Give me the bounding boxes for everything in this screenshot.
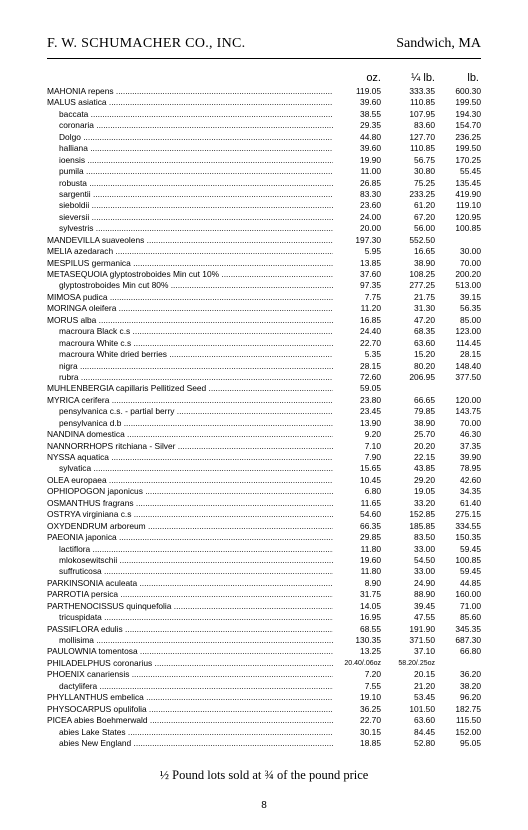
- price-oz: 30.15: [360, 726, 381, 737]
- price-quarter-lb: 19.05: [414, 486, 435, 497]
- plant-name: suffruticosa .....: [59, 566, 333, 577]
- price-lb: 59.45: [460, 566, 481, 577]
- plant-name: PARKINSONIA aculeata .....: [47, 578, 333, 589]
- price-oz: 13.90: [360, 417, 381, 428]
- plant-name: sieboldii .....: [59, 200, 333, 211]
- price-lb: 160.00: [455, 589, 481, 600]
- price-lb: 39.90: [460, 452, 481, 462]
- price-lb: 119.10: [456, 200, 481, 211]
- price-lb: 182.75: [455, 703, 481, 714]
- table-row: [47, 612, 481, 623]
- price-lb: 123.00: [455, 326, 481, 337]
- plant-name: sargentii .....: [59, 189, 333, 200]
- table-row: [47, 109, 481, 120]
- price-quarter-lb: 58.20/.25oz: [398, 659, 435, 667]
- price-quarter-lb: 38.90: [414, 417, 435, 428]
- column-header-oz: oz.: [366, 72, 381, 84]
- price-lb: 148.40: [455, 360, 481, 371]
- plant-name: macroura White dried berries .....: [59, 349, 333, 360]
- price-lb: 55.45: [460, 166, 481, 177]
- table-row: [47, 120, 481, 131]
- price-lb: 152.00: [455, 726, 481, 737]
- table-row: [47, 532, 481, 543]
- price-lb: 28.15: [460, 349, 481, 360]
- table-row: [47, 669, 481, 680]
- price-quarter-lb: 47.20: [414, 314, 435, 325]
- table-row: [47, 418, 481, 429]
- column-header-lb: lb.: [467, 72, 479, 84]
- price-oz: 20.40/.06oz: [344, 659, 381, 667]
- plant-name: tricuspidata .....: [59, 612, 333, 623]
- price-lb: 419.90: [455, 188, 481, 199]
- price-oz: 29.35: [360, 120, 381, 131]
- plant-name: PAEONIA japonica .....: [47, 532, 333, 543]
- price-oz: 197.30: [355, 234, 381, 245]
- table-row: [47, 681, 481, 692]
- plant-name: MIMOSA pudica .....: [47, 292, 333, 303]
- price-oz: 23.80: [360, 394, 381, 405]
- price-quarter-lb: 20.20: [414, 440, 435, 451]
- price-oz: 130.35: [355, 635, 381, 645]
- plant-name: PAULOWNIA tomentosa .....: [47, 646, 333, 657]
- price-oz: 11.80: [360, 543, 381, 554]
- price-lb: 70.00: [460, 257, 481, 268]
- price-quarter-lb: 206.95: [409, 371, 435, 382]
- price-quarter-lb: 127.70: [409, 131, 435, 142]
- table-row: [47, 280, 481, 291]
- price-oz: 8.90: [364, 577, 381, 588]
- table-row: [47, 155, 481, 166]
- price-quarter-lb: 83.60: [414, 120, 435, 131]
- price-quarter-lb: 22.15: [414, 452, 435, 462]
- price-lb: 154.70: [455, 120, 481, 131]
- table-row: [47, 463, 481, 474]
- plant-name: rubra .....: [59, 372, 333, 383]
- table-row: [47, 338, 481, 349]
- company-name: F. W. SCHUMACHER CO., INC.: [47, 36, 246, 51]
- plant-name: MAHONIA repens .....: [47, 86, 333, 97]
- price-quarter-lb: 66.65: [414, 394, 435, 405]
- price-lb: 38.20: [460, 680, 481, 691]
- table-row: [47, 143, 481, 154]
- price-oz: 83.30: [360, 188, 381, 199]
- table-row: [47, 383, 481, 394]
- price-quarter-lb: 53.45: [414, 692, 435, 703]
- price-oz: 28.15: [360, 360, 381, 371]
- price-lb: 334.55: [455, 520, 481, 531]
- price-lb: 96.20: [460, 692, 481, 703]
- price-quarter-lb: 47.55: [414, 612, 435, 623]
- footer-note: ½ Pound lots sold at ¾ of the pound price: [159, 768, 369, 782]
- price-oz: 19.10: [360, 692, 381, 703]
- price-lb: 42.60: [460, 474, 481, 485]
- table-row: [47, 406, 481, 417]
- price-oz: 7.10: [364, 440, 381, 451]
- price-quarter-lb: 80.20: [414, 360, 435, 371]
- price-oz: 13.85: [360, 257, 381, 268]
- price-quarter-lb: 63.60: [414, 715, 435, 726]
- table-row: [47, 635, 481, 646]
- price-quarter-lb: 21.20: [414, 680, 435, 691]
- price-quarter-lb: 43.85: [414, 463, 435, 474]
- plant-name: PARTHENOCISSUS quinquefolia .....: [47, 601, 333, 612]
- price-lb: 34.35: [460, 486, 481, 497]
- price-oz: 7.75: [364, 291, 381, 302]
- price-quarter-lb: 33.00: [414, 566, 435, 577]
- price-lb: 275.15: [455, 509, 481, 520]
- table-row: [47, 326, 481, 337]
- plant-name: OSMANTHUS fragrans .....: [47, 498, 333, 509]
- price-lb: 377.50: [455, 371, 481, 382]
- plant-name: MORUS alba .....: [47, 315, 333, 326]
- price-quarter-lb: 552.50: [409, 234, 435, 245]
- price-lb: 78.95: [460, 463, 481, 474]
- price-lb: 150.35: [455, 532, 481, 543]
- plant-name: baccata .....: [59, 109, 333, 120]
- table-row: [47, 727, 481, 738]
- price-oz: 5.35: [364, 349, 381, 360]
- plant-name: OXYDENDRUM arboreum .....: [47, 521, 333, 532]
- plant-name: sylvestris .....: [59, 223, 333, 234]
- price-oz: 20.00: [360, 223, 381, 234]
- price-quarter-lb: 233.25: [409, 188, 435, 199]
- table-row: [47, 361, 481, 372]
- plant-name: robusta .....: [59, 178, 333, 189]
- price-lb: 199.50: [455, 97, 481, 108]
- table-row: [47, 738, 481, 749]
- price-quarter-lb: 15.20: [414, 349, 435, 360]
- table-row: [47, 178, 481, 189]
- price-oz: 14.05: [360, 600, 381, 611]
- price-lb: 143.75: [455, 406, 481, 417]
- price-quarter-lb: 52.80: [414, 737, 435, 748]
- table-row: [47, 521, 481, 532]
- price-oz: 26.85: [360, 177, 381, 188]
- price-oz: 16.85: [360, 314, 381, 325]
- plant-name: coronaria .....: [59, 120, 333, 131]
- table-row: [47, 692, 481, 703]
- table-row: [47, 292, 481, 303]
- table-row: [47, 429, 481, 440]
- price-oz: 10.45: [360, 474, 381, 485]
- price-oz: 5.95: [364, 246, 381, 257]
- price-quarter-lb: 79.85: [414, 406, 435, 417]
- table-row: [47, 498, 481, 509]
- price-quarter-lb: 101.50: [409, 703, 435, 714]
- price-quarter-lb: 37.10: [414, 646, 435, 657]
- price-oz: 7.20: [364, 669, 381, 680]
- price-lb: 115.50: [456, 715, 481, 726]
- table-row: [47, 452, 481, 463]
- price-oz: 11.80: [360, 566, 381, 577]
- plant-name: pensylvanica d.b .....: [59, 418, 333, 429]
- plant-name: NANDINA domestica .....: [47, 429, 333, 440]
- table-row: [47, 646, 481, 657]
- price-oz: 119.05: [356, 86, 381, 96]
- price-lb: 61.40: [460, 497, 481, 508]
- plant-name: MORINGA oleifera .....: [47, 303, 333, 314]
- price-lb: 170.25: [455, 154, 481, 165]
- price-lb: 513.00: [455, 280, 481, 291]
- price-lb: 199.50: [455, 143, 481, 154]
- price-quarter-lb: 56.75: [414, 154, 435, 165]
- table-row: [47, 704, 481, 715]
- price-quarter-lb: 56.00: [414, 223, 435, 234]
- price-quarter-lb: 30.80: [414, 166, 435, 177]
- price-quarter-lb: 152.85: [409, 509, 435, 520]
- price-lb: 120.95: [455, 211, 481, 222]
- price-lb: 66.80: [460, 646, 481, 657]
- plant-name: ioensis .....: [59, 155, 333, 166]
- price-quarter-lb: 185.85: [409, 520, 435, 531]
- plant-name: MELIA azedarach .....: [47, 246, 333, 257]
- column-header-quarter-lb: ¼ lb.: [411, 72, 435, 84]
- table-row: [47, 258, 481, 269]
- price-quarter-lb: 333.35: [409, 86, 435, 96]
- price-quarter-lb: 110.85: [410, 143, 435, 154]
- plant-name: PHYLLANTHUS embelica .....: [47, 692, 333, 703]
- price-oz: 97.35: [360, 280, 381, 291]
- page-header: [47, 36, 481, 59]
- plant-name: PARROTIA persica .....: [47, 589, 333, 600]
- plant-name: macroura White c.s .....: [59, 338, 333, 349]
- table-row: [47, 235, 481, 246]
- price-quarter-lb: 38.90: [414, 257, 435, 268]
- plant-name: pumila .....: [59, 166, 333, 177]
- table-row: [47, 578, 481, 589]
- table-row: [47, 166, 481, 177]
- plant-name: sieversii .....: [59, 212, 333, 223]
- price-quarter-lb: 277.25: [409, 280, 435, 291]
- table-row: [47, 132, 481, 143]
- price-oz: 16.95: [360, 612, 381, 623]
- price-oz: 9.20: [364, 429, 381, 440]
- price-lb: 39.15: [460, 291, 481, 302]
- price-oz: 39.60: [360, 143, 381, 154]
- price-oz: 37.60: [360, 269, 381, 279]
- price-oz: 11.65: [360, 497, 381, 508]
- price-lb: 59.45: [460, 543, 481, 554]
- price-oz: 15.65: [360, 463, 381, 474]
- plant-name: sylvatica .....: [59, 463, 333, 474]
- table-row: [47, 269, 481, 280]
- price-lb: 200.20: [455, 269, 481, 279]
- plant-name: MALUS asiatica .....: [47, 97, 333, 108]
- plant-name: abies Lake States .....: [59, 727, 333, 738]
- price-lb: 135.45: [455, 177, 481, 188]
- price-oz: 24.40: [360, 326, 381, 337]
- plant-name: METASEQUOIA glyptostroboides Min cut 10% .....: [47, 269, 333, 280]
- price-oz: 18.85: [360, 737, 381, 748]
- company-location: Sandwich, MA: [396, 36, 481, 51]
- plant-name: pensylvanica c.s. - partial berry .....: [59, 406, 333, 417]
- price-lb: 85.00: [460, 314, 481, 325]
- price-oz: 13.25: [360, 646, 381, 657]
- table-row: [47, 189, 481, 200]
- price-oz: 36.25: [360, 703, 381, 714]
- price-oz: 29.85: [360, 532, 381, 543]
- plant-name: glyptostroboides Min cut 80% .....: [59, 280, 333, 291]
- price-quarter-lb: 54.50: [414, 554, 435, 565]
- plant-name: PHOENIX canariensis .....: [47, 669, 333, 680]
- price-quarter-lb: 20.15: [414, 669, 435, 680]
- price-quarter-lb: 84.45: [414, 726, 435, 737]
- plant-name: PHYSOCARPUS opulifolia .....: [47, 704, 333, 715]
- table-row: [47, 589, 481, 600]
- price-oz: 11.20: [360, 303, 381, 314]
- price-quarter-lb: 108.25: [409, 269, 435, 279]
- table-row: [47, 349, 481, 360]
- plant-name: MESPILUS germanica .....: [47, 258, 333, 269]
- price-oz: 7.90: [364, 452, 381, 462]
- plant-name: PICEA abies Boehmerwald .....: [47, 715, 333, 726]
- table-row: [47, 303, 481, 314]
- table-row: [47, 658, 481, 669]
- plant-name: nigra .....: [59, 361, 333, 372]
- price-quarter-lb: 67.20: [414, 211, 435, 222]
- plant-name: MYRICA cerifera .....: [47, 395, 333, 406]
- price-oz: 22.70: [360, 337, 381, 348]
- price-lb: 95.05: [460, 737, 481, 748]
- price-oz: 59.05: [360, 383, 381, 394]
- price-lb: 46.30: [460, 429, 481, 440]
- price-lb: 100.85: [455, 554, 481, 565]
- price-quarter-lb: 107.95: [409, 108, 435, 119]
- plant-name: abies New England .....: [59, 738, 333, 749]
- plant-name: lactiflora .....: [59, 544, 333, 555]
- table-row: [47, 212, 481, 223]
- price-lb: 37.35: [460, 440, 481, 451]
- price-oz: 19.90: [360, 154, 381, 165]
- price-quarter-lb: 75.25: [414, 177, 435, 188]
- table-row: [47, 566, 481, 577]
- table-row: [47, 544, 481, 555]
- price-lb: 236.25: [455, 131, 481, 142]
- price-quarter-lb: 33.00: [414, 543, 435, 554]
- price-lb: 56.35: [460, 303, 481, 314]
- table-row: [47, 200, 481, 211]
- table-row: [47, 624, 481, 635]
- table-row: [47, 475, 481, 486]
- price-lb: 600.30: [455, 86, 481, 96]
- table-row: [47, 97, 481, 108]
- price-quarter-lb: 191.90: [409, 623, 435, 634]
- price-oz: 72.60: [360, 371, 381, 382]
- price-oz: 7.55: [364, 680, 381, 691]
- price-oz: 19.60: [360, 554, 381, 565]
- table-row: [47, 315, 481, 326]
- price-lb: 114.45: [456, 337, 481, 348]
- plant-name: MUHLENBERGIA capillaris Pellitized Seed .....: [47, 383, 333, 394]
- price-quarter-lb: 371.50: [409, 635, 435, 645]
- price-oz: 38.55: [360, 108, 381, 119]
- table-row: [47, 441, 481, 452]
- table-row: [47, 509, 481, 520]
- plant-name: OPHIOPOGON japonicus .....: [47, 486, 333, 497]
- plant-name: mlokosewitschii .....: [59, 555, 333, 566]
- plant-name: halliana .....: [59, 143, 333, 154]
- plant-name: PHILADELPHUS coronarius .....: [47, 658, 333, 669]
- price-oz: 54.60: [360, 509, 381, 520]
- price-quarter-lb: 61.20: [414, 200, 435, 211]
- price-oz: 39.60: [360, 97, 381, 108]
- table-row: [47, 486, 481, 497]
- price-quarter-lb: 83.50: [414, 532, 435, 543]
- price-oz: 68.55: [360, 623, 381, 634]
- price-quarter-lb: 29.20: [414, 474, 435, 485]
- price-oz: 23.45: [360, 406, 381, 417]
- table-row: [47, 223, 481, 234]
- table-row: [47, 395, 481, 406]
- plant-name: dactylifera .....: [59, 681, 333, 692]
- price-quarter-lb: 68.35: [414, 326, 435, 337]
- price-lb: 687.30: [455, 635, 481, 645]
- table-row: [47, 86, 481, 97]
- price-oz: 11.00: [360, 166, 381, 177]
- plant-name: Dolgo .....: [59, 132, 333, 143]
- plant-name: macroura Black c.s .....: [59, 326, 333, 337]
- table-row: [47, 372, 481, 383]
- table-row: [47, 601, 481, 612]
- price-lb: 120.00: [455, 394, 481, 405]
- plant-name: NYSSA aquatica .....: [47, 452, 333, 463]
- price-lb: 30.00: [460, 246, 481, 257]
- price-list-table: [47, 86, 481, 749]
- price-quarter-lb: 21.75: [414, 291, 435, 302]
- plant-name: OSTRYA virginiana c.s .....: [47, 509, 333, 520]
- price-oz: 44.80: [360, 131, 381, 142]
- column-headers: [0, 72, 528, 86]
- price-quarter-lb: 31.30: [414, 303, 435, 314]
- plant-name: NANNORRHOPS ritchiana - Silver .....: [47, 441, 333, 452]
- price-quarter-lb: 110.85: [410, 97, 435, 108]
- price-oz: 22.70: [360, 715, 381, 726]
- price-quarter-lb: 16.65: [414, 246, 435, 257]
- price-oz: 66.35: [360, 520, 381, 531]
- table-row: [47, 246, 481, 257]
- table-row: [47, 715, 481, 726]
- price-lb: 194.30: [455, 108, 481, 119]
- table-row: [47, 555, 481, 566]
- price-quarter-lb: 33.20: [414, 497, 435, 508]
- price-oz: 31.75: [360, 589, 381, 600]
- price-quarter-lb: 39.45: [414, 600, 435, 611]
- plant-name: mollisima .....: [59, 635, 333, 646]
- price-oz: 6.80: [364, 486, 381, 497]
- plant-name: MANDEVILLA suaveolens .....: [47, 235, 333, 246]
- price-quarter-lb: 63.60: [414, 337, 435, 348]
- price-quarter-lb: 88.90: [414, 589, 435, 600]
- price-lb: 70.00: [460, 417, 481, 428]
- price-lb: 36.20: [460, 669, 481, 680]
- price-quarter-lb: 25.70: [414, 429, 435, 440]
- price-lb: 71.00: [460, 600, 481, 611]
- price-quarter-lb: 24.90: [414, 577, 435, 588]
- price-oz: 23.60: [360, 200, 381, 211]
- plant-name: OLEA europaea .....: [47, 475, 333, 486]
- price-lb: 44.85: [460, 577, 481, 588]
- price-lb: 85.60: [460, 612, 481, 623]
- price-lb: 100.85: [455, 223, 481, 234]
- page-number: 8: [261, 800, 267, 811]
- price-oz: 24.00: [360, 211, 381, 222]
- price-lb: 345.35: [455, 623, 481, 634]
- plant-name: PASSIFLORA edulis .....: [47, 624, 333, 635]
